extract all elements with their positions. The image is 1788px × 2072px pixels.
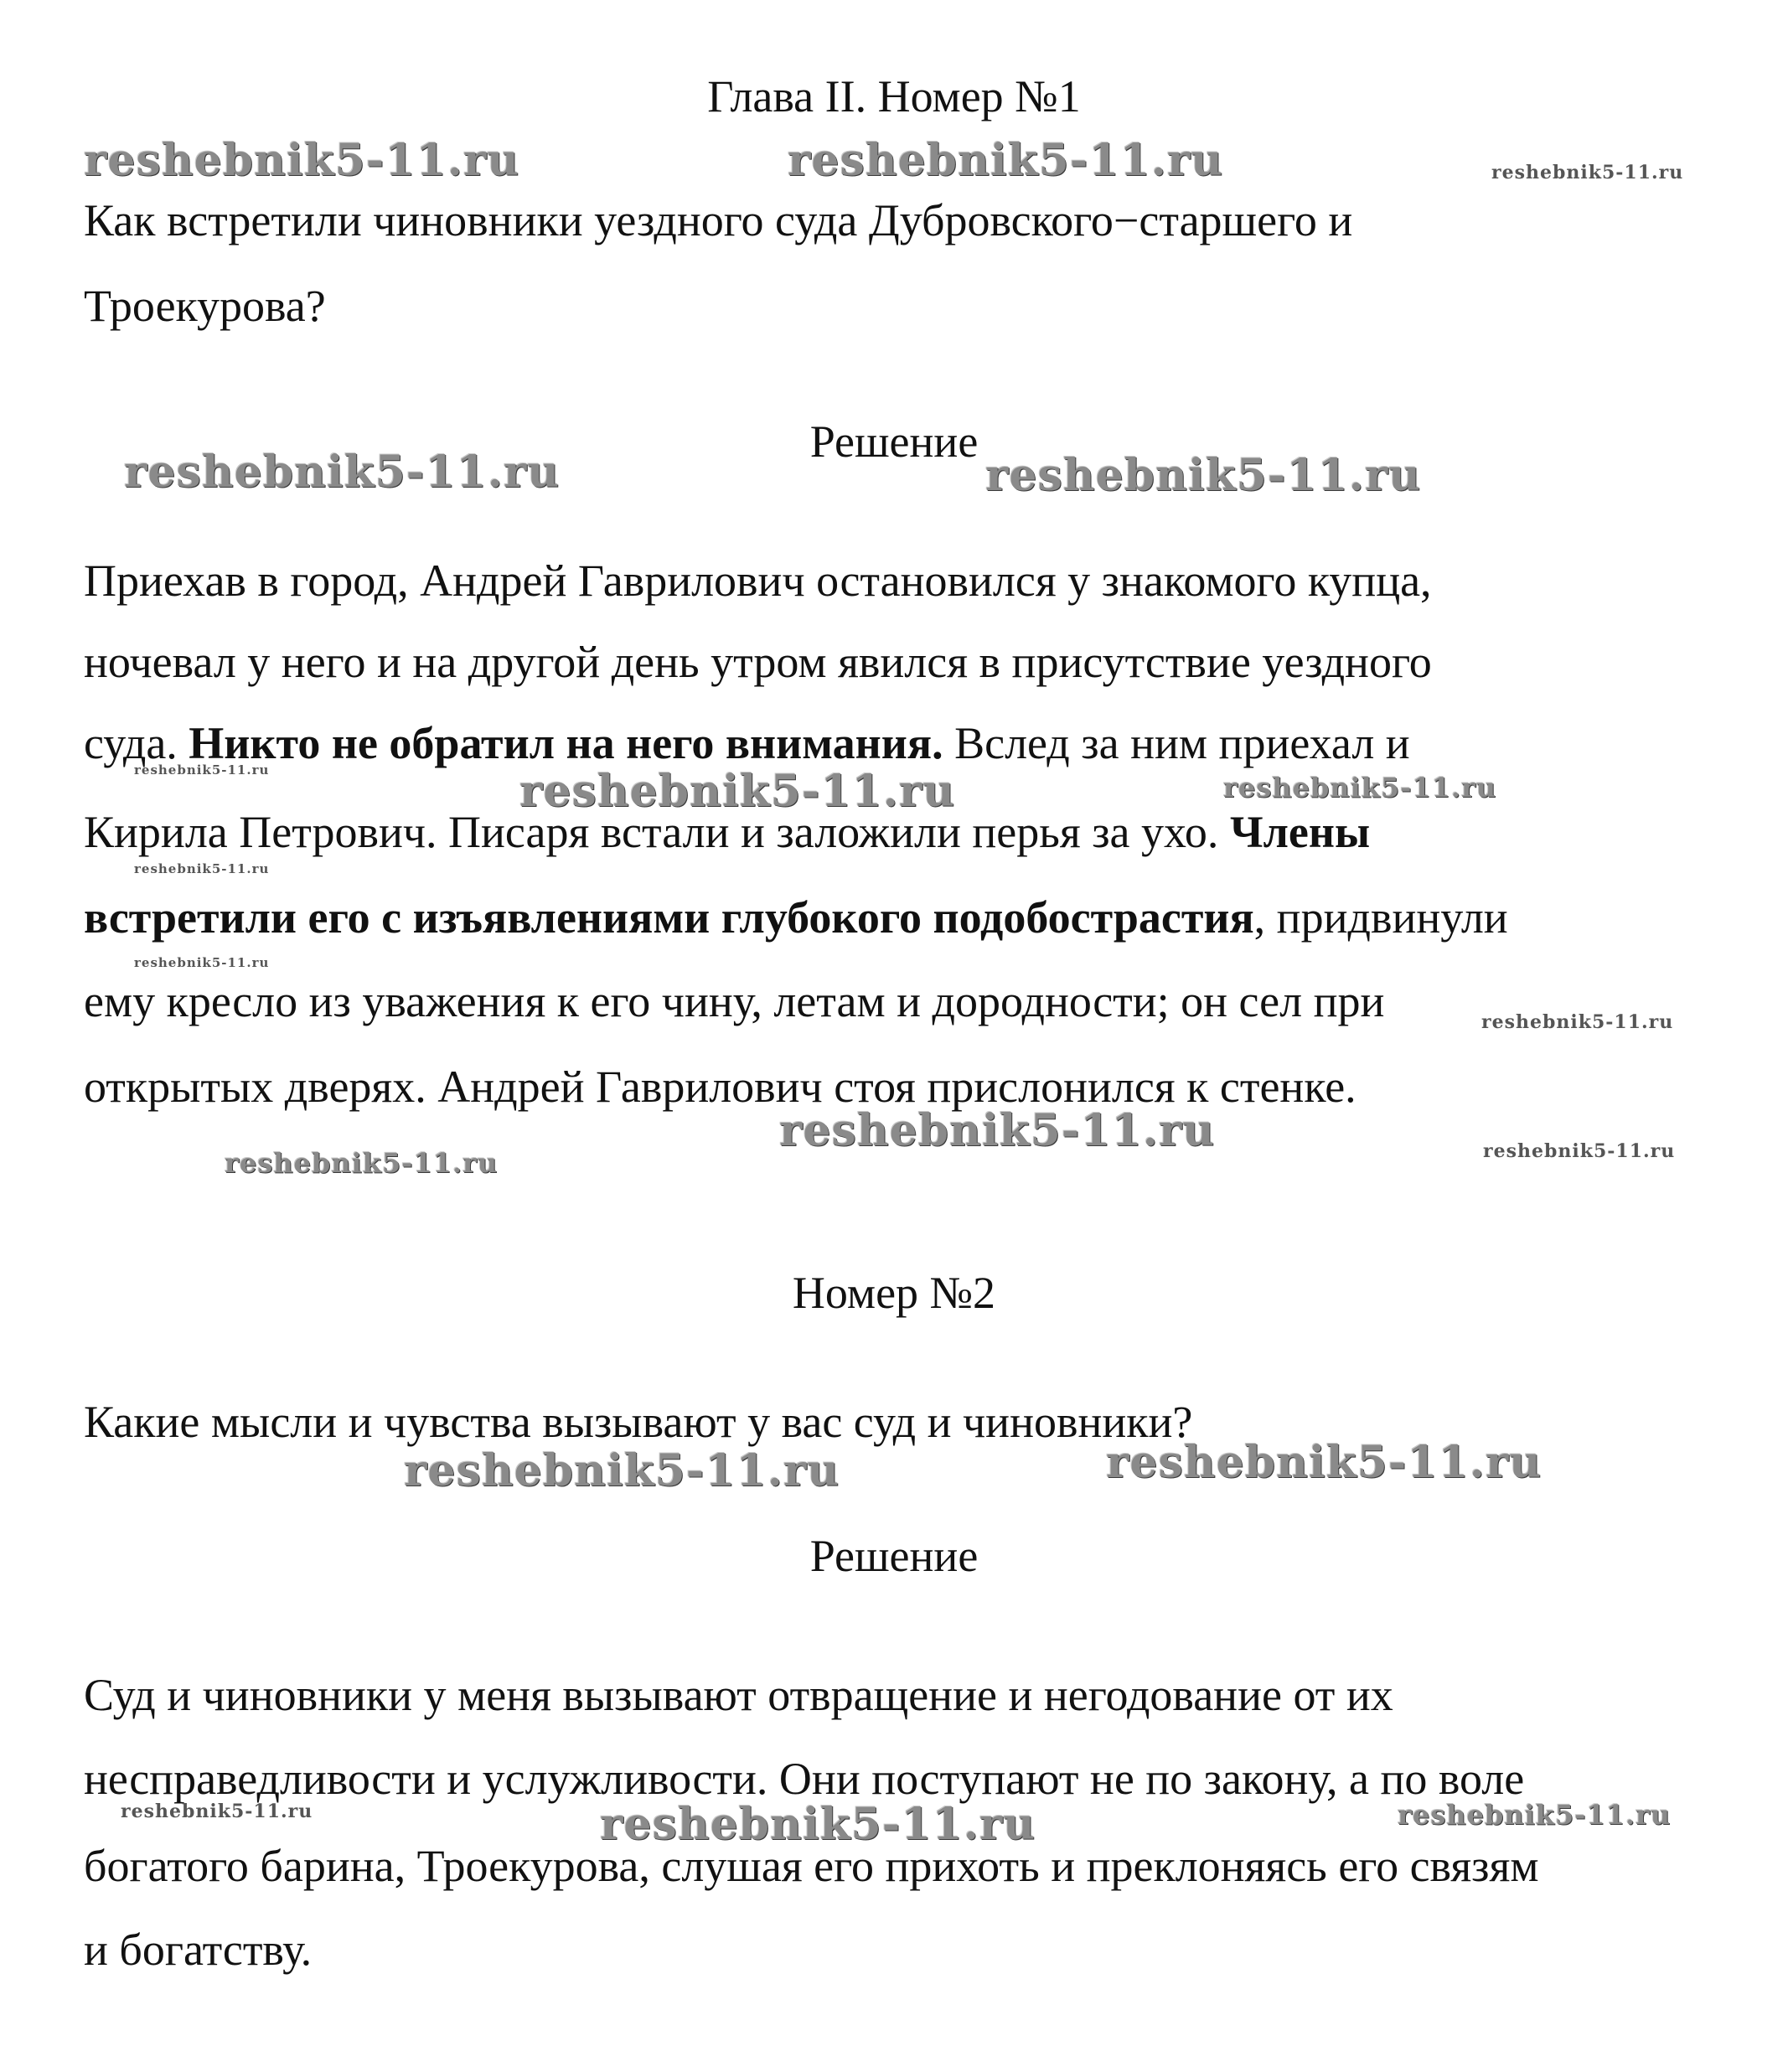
section2-answer-line-3: богатого барина, Троекурова, слушая его прихоть и преклоняясь его связям <box>84 1841 1539 1891</box>
answer-bold-text: Никто не обратил на него внимания. <box>189 718 943 768</box>
section1-answer-line-6: ему кресло из уважения к его чину, летам и дородности; он сел при <box>84 976 1385 1026</box>
answer-text: Кирила Петрович. Писаря встали и заложили перья за ухо. <box>84 807 1230 857</box>
watermark: reshebnik5-11.ru <box>985 450 1422 501</box>
section1-answer-line-2: ночевал у него и на другой день утром явился в присутствие уездного <box>84 637 1432 687</box>
answer-bold-text: Члены <box>1229 807 1371 857</box>
answer-text: суда. <box>84 718 189 768</box>
watermark: reshebnik5-11.ru <box>225 1147 499 1179</box>
watermark: reshebnik5-11.ru <box>1491 162 1684 183</box>
section2-question: Какие мысли и чувства вызывают у вас суд и чиновники? <box>84 1397 1193 1447</box>
answer-text: Вслед за ним приехал и <box>943 718 1410 768</box>
section1-answer-line-1: Приехав в город, Андрей Гаврилович остановился у знакомого купца, <box>84 555 1432 606</box>
watermark: reshebnik5-11.ru <box>788 135 1224 186</box>
watermark: reshebnik5-11.ru <box>404 1445 840 1496</box>
section1-answer-line-3 <box>84 714 1410 772</box>
watermark: reshebnik5-11.ru <box>779 1105 1216 1156</box>
section2-answer-line-2: несправедливости и услужливости. Они поступают не по закону, а по воле <box>84 1754 1525 1804</box>
section1-question-line-2: Троекурова? <box>84 281 326 331</box>
section1-title: Глава II. Номер №1 <box>707 71 1081 121</box>
watermark: reshebnik5-11.ru <box>1223 772 1497 803</box>
watermark: reshebnik5-11.ru <box>84 135 520 186</box>
watermark: reshebnik5-11.ru <box>124 447 561 498</box>
watermark: reshebnik5-11.ru <box>121 1801 313 1822</box>
watermark: reshebnik5-11.ru <box>519 766 956 817</box>
watermark: reshebnik5-11.ru <box>134 861 270 876</box>
watermark: reshebnik5-11.ru <box>600 1799 1036 1850</box>
watermark: reshebnik5-11.ru <box>1483 1140 1676 1162</box>
answer-text: , придвинули <box>1253 892 1508 943</box>
section1-solution-label: Решение <box>809 416 979 467</box>
answer-bold-text: встретили его с изъявлениями глубокого подобострастия <box>84 892 1254 943</box>
section2-answer-line-1: Суд и чиновники у меня вызывают отвращение и негодование от их <box>84 1670 1393 1720</box>
section1-answer-line-5 <box>84 888 1508 947</box>
watermark: reshebnik5-11.ru <box>1481 1011 1674 1033</box>
watermark: reshebnik5-11.ru <box>1106 1437 1543 1488</box>
section2-solution-label: Решение <box>809 1531 979 1581</box>
watermark: reshebnik5-11.ru <box>1398 1799 1672 1831</box>
watermark: reshebnik5-11.ru <box>134 762 270 778</box>
section1-answer-line-7: открытых дверях. Андрей Гаврилович стоя прислонился к стенке. <box>84 1062 1357 1112</box>
section1-question-line-1: Как встретили чиновники уездного суда Дубровского−старшего и <box>84 195 1353 245</box>
section2-answer-line-4: и богатству. <box>84 1925 313 1975</box>
section2-title: Номер №2 <box>792 1268 996 1318</box>
section1-answer-line-4 <box>84 803 1370 861</box>
watermark: reshebnik5-11.ru <box>134 955 270 970</box>
